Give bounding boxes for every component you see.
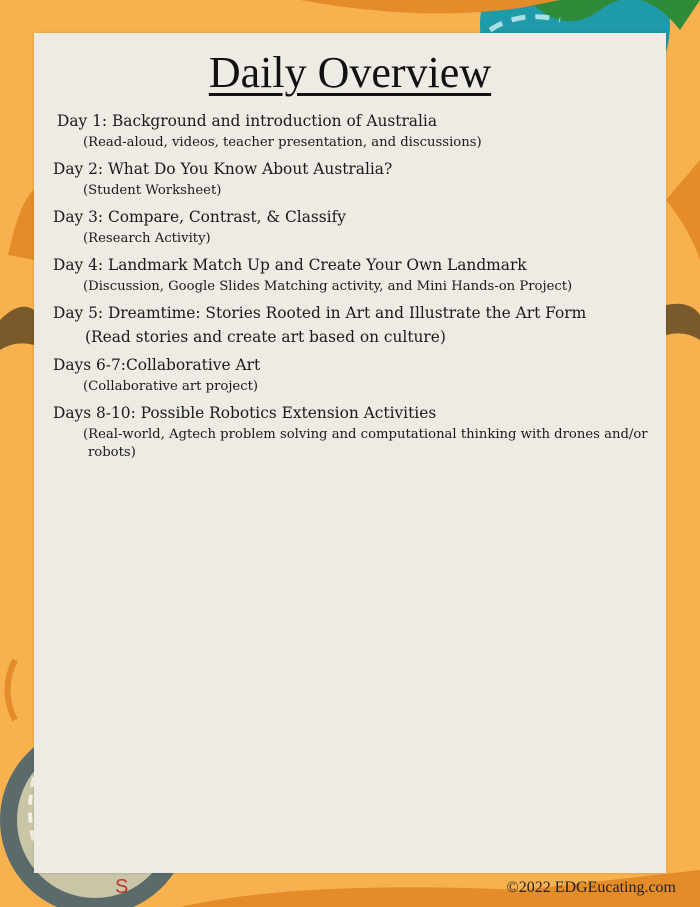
day-8-10-detail-line2: robots) (88, 445, 136, 460)
copyright-footer: ©2022 EDGEucating.com (506, 879, 676, 896)
day-1-detail: (Read-aloud, videos, teacher presentation, and discussions) (83, 135, 482, 150)
day-6-7-detail: (Collaborative art project) (83, 379, 259, 394)
day-5-heading: Day 5: Dreamtime: Stories Rooted in Art and Illustrate the Art Form (53, 304, 587, 322)
day-4-detail: (Discussion, Google Slides Matching activity, and Mini Hands-on Project) (83, 279, 573, 294)
svg-text:S: S (115, 876, 129, 898)
day-8-10-detail-line1: (Real-world, Agtech problem solving and computational thinking with drones and/or (83, 427, 648, 442)
day-8-10-detail (83, 426, 648, 462)
day-2-detail: (Student Worksheet) (83, 183, 222, 198)
day-4-heading: Day 4: Landmark Match Up and Create Your Own Landmark (53, 256, 527, 274)
day-list (53, 110, 648, 468)
day-5-detail: (Read stories and create art based on culture) (85, 328, 446, 346)
day-6-7-heading: Days 6-7:Collaborative Art (53, 356, 261, 374)
day-2-heading: Day 2: What Do You Know About Australia? (53, 160, 393, 178)
day-3-detail: (Research Activity) (83, 231, 211, 246)
day-1-heading: Day 1: Background and introduction of Australia (57, 112, 438, 130)
day-3-heading: Day 3: Compare, Contrast, & Classify (53, 208, 347, 226)
overview-page (34, 33, 666, 873)
day-8-10-heading: Days 8-10: Possible Robotics Extension Activities (53, 404, 437, 422)
page-title: Daily Overview (208, 48, 492, 97)
